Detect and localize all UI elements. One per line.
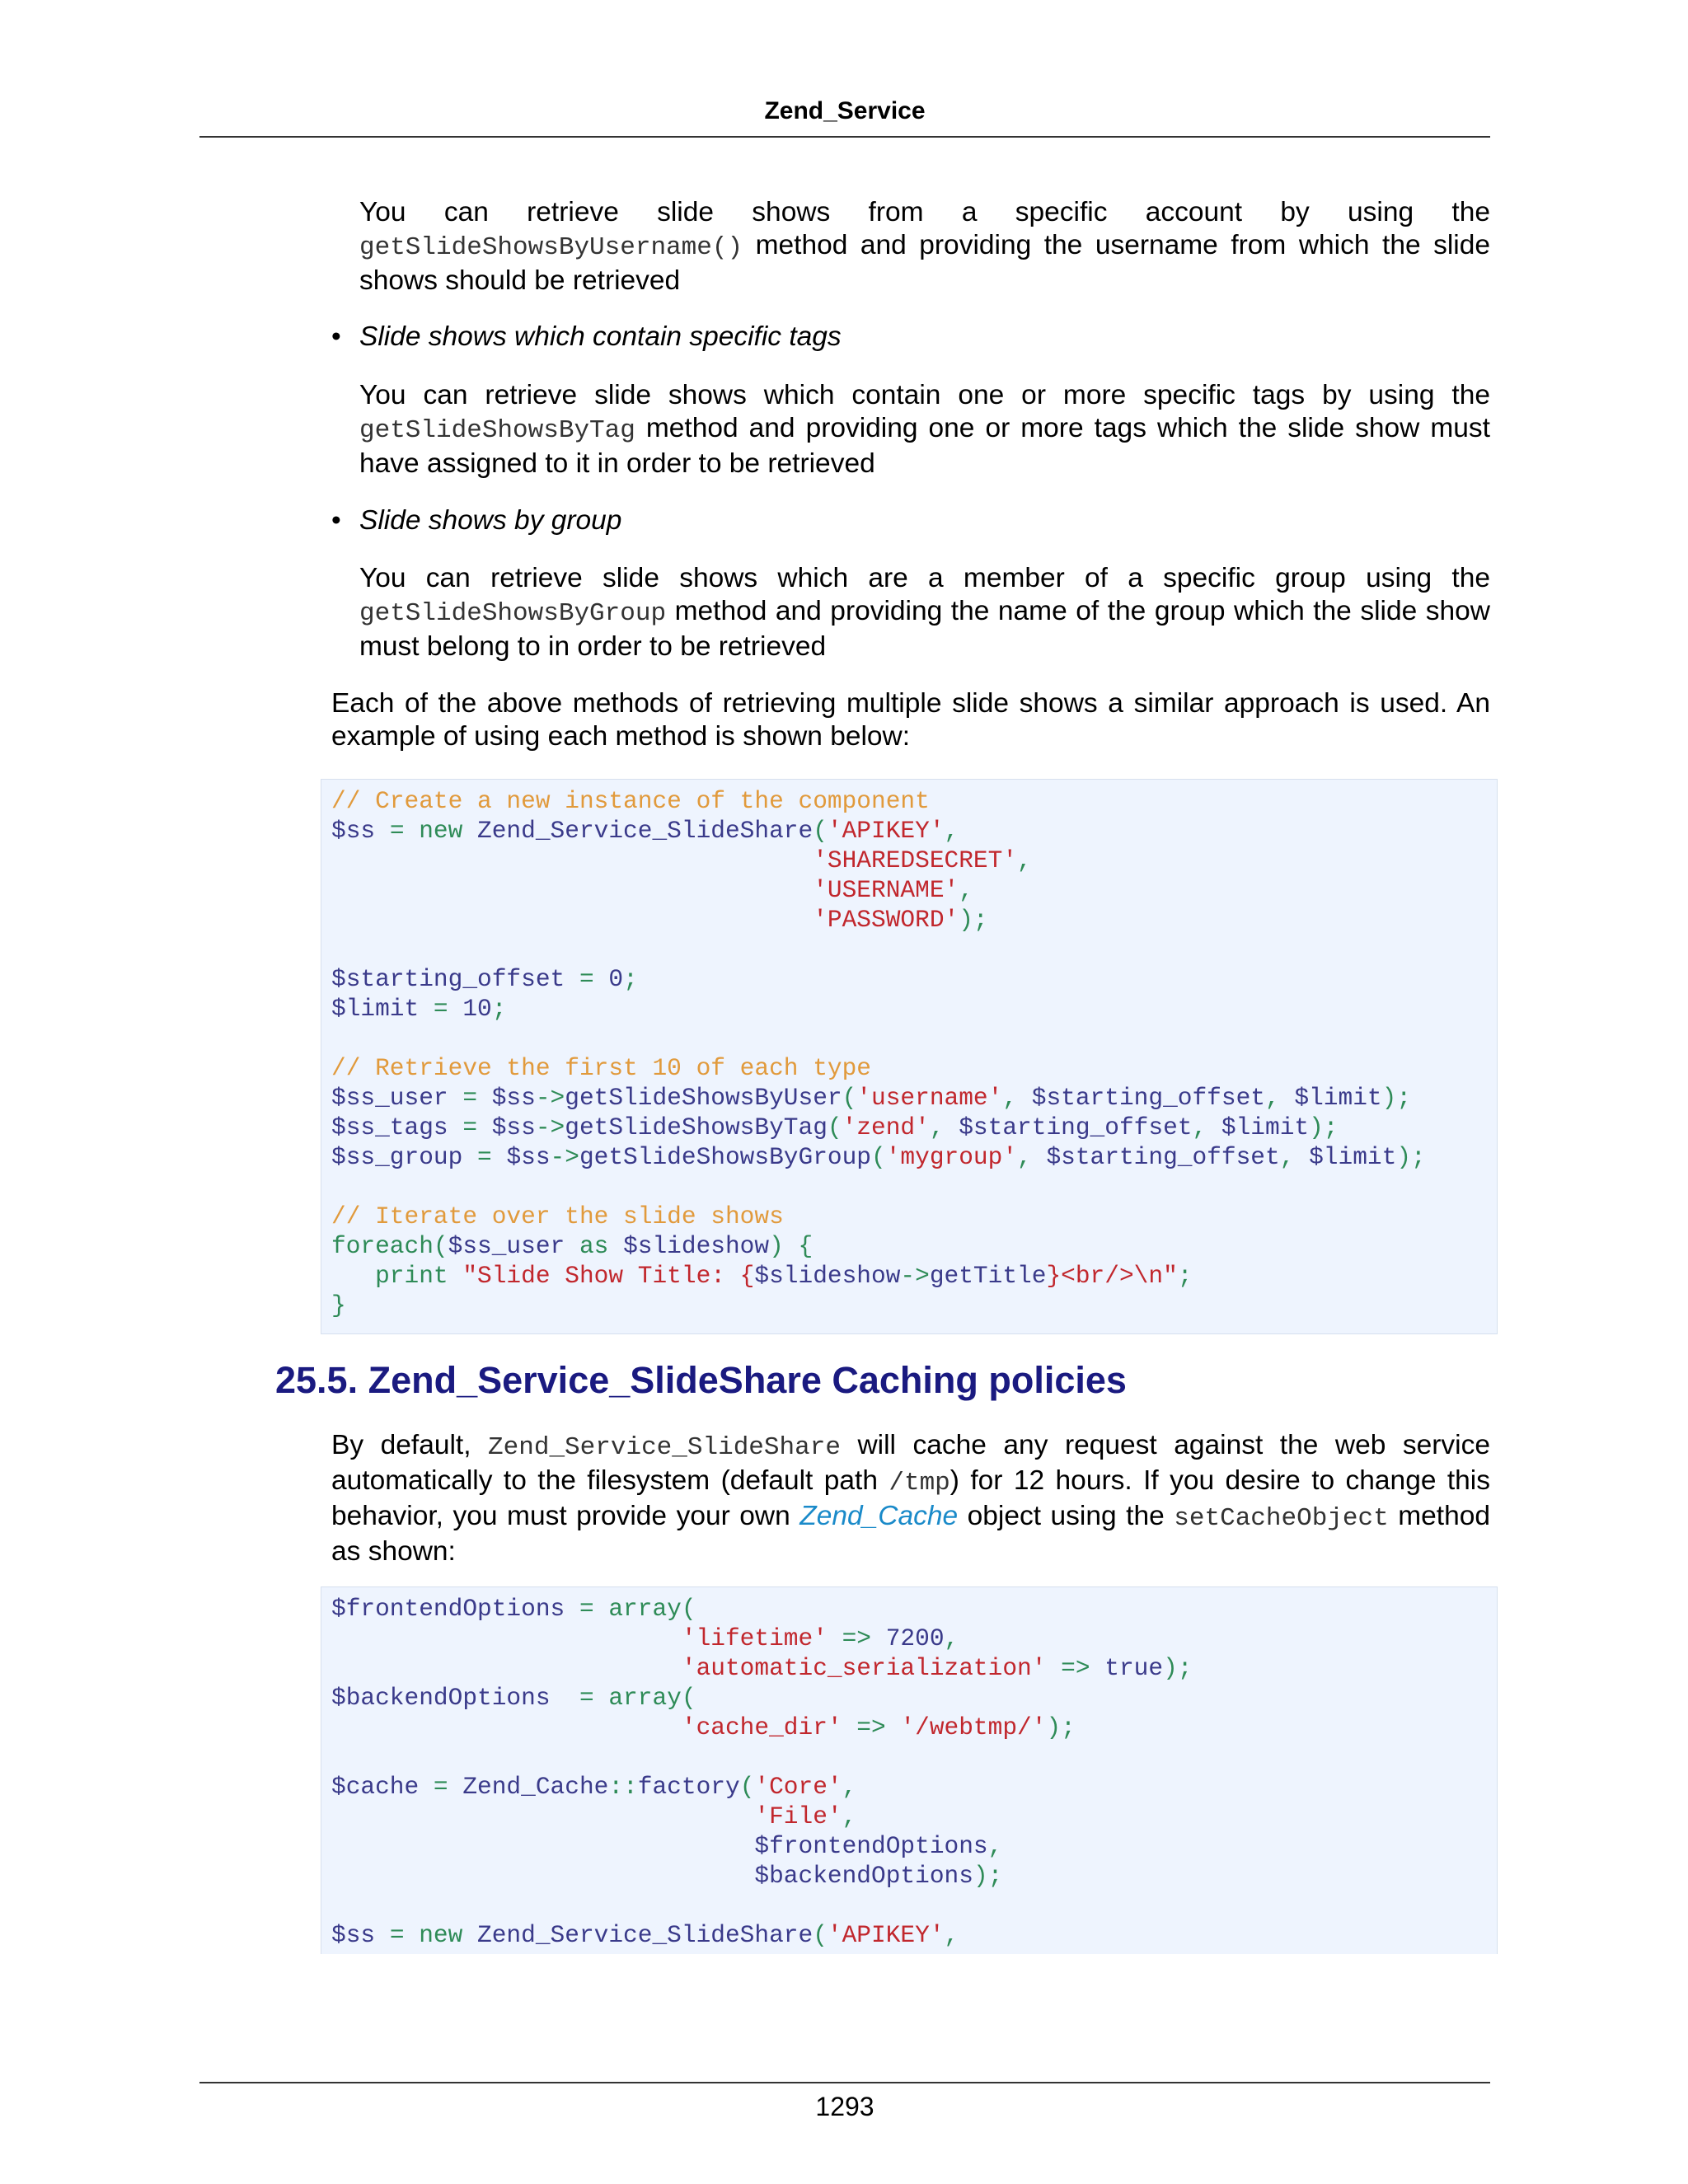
code-line: 'automatic_serialization' => true);	[681, 1654, 1193, 1682]
bullet-dot: •	[331, 505, 341, 536]
code-line: $frontendOptions = array(	[331, 1595, 696, 1623]
code-line: 'USERNAME',	[813, 876, 973, 904]
zend-cache-link[interactable]: Zend_Cache	[799, 1501, 959, 1531]
code-line: $frontendOptions,	[331, 1832, 1003, 1860]
code-line: 'PASSWORD');	[813, 906, 988, 934]
code-line: // Retrieve the first 10 of each type	[331, 1054, 872, 1082]
class-zend-service-slideshare: Zend_Service_SlideShare	[488, 1433, 841, 1462]
method-getslideshowsbyusername: getSlideShowsByUsername()	[359, 233, 743, 262]
method-getslideshowsbygroup: getSlideShowsByGroup	[359, 599, 667, 628]
code-line: $ss_tags = $ss->getSlideShowsByTag('zend', $starting_offset, $limit);	[331, 1113, 1339, 1141]
summary-paragraph: Each of the above methods of retrieving multiple slide shows a similar approach is used. An example of using each method is shown below:	[331, 688, 1490, 752]
code-line: $ss = new Zend_Service_SlideShare('APIKEY',	[331, 817, 959, 845]
code-line: }	[331, 1291, 346, 1319]
code-line: $backendOptions);	[331, 1862, 1003, 1890]
method-getslideshowsbytag: getSlideShowsByTag	[359, 416, 635, 445]
code-block-retrieve-slideshows	[321, 779, 1498, 1334]
code-block-caching	[321, 1586, 1498, 1954]
intro-paragraph	[359, 196, 1490, 298]
code-line: // Iterate over the slide shows	[331, 1202, 784, 1230]
code-line: print "Slide Show Title: {$slideshow->getTitle}<br/>\n";	[331, 1262, 1193, 1290]
intro-line-3: shows should be retrieved	[359, 265, 681, 296]
caching-paragraph: By default, Zend_Service_SlideShare will cache any request against the web service automatically to the filesystem (default path /tmp) for 12 hours. If you desire to change this behavior, you must provide your own Zend_Cache object using the setCacheObject method as shown:	[331, 1430, 1491, 1567]
header-rule	[199, 136, 1490, 138]
code-line: // Create a new instance of the component	[331, 787, 930, 815]
code-line: foreach($ss_user as $slideshow) {	[331, 1232, 814, 1260]
section-title: 25.5. Zend_Service_SlideShare Caching policies	[275, 1359, 1127, 1401]
bullet-dot: •	[331, 321, 341, 352]
path-tmp: /tmp	[889, 1469, 950, 1497]
code-line: 'File',	[754, 1802, 857, 1830]
code-line: 'cache_dir' => '/webtmp/');	[681, 1713, 1076, 1741]
method-setcacheobject: setCacheObject	[1174, 1504, 1389, 1533]
bullet-group-paragraph: You can retrieve slide shows which are a member of a specific group using the getSlideShowsByGroup method and providing the name of the group which the slide show must belong to in order to be retrieved	[359, 563, 1490, 662]
bullet-tags-paragraph: You can retrieve slide shows which contain one or more specific tags by using the getSlideShowsByTag method and providing one or more tags which the slide show must have assigned to it in order to be retrieved	[359, 380, 1490, 479]
code-line: $starting_offset = 0;	[331, 965, 638, 993]
code-line: $limit = 10;	[331, 995, 507, 1023]
footer-rule	[199, 2082, 1490, 2083]
bullet-tags-title: • Slide shows which contain specific tags	[331, 321, 842, 352]
code-line: $backendOptions = array(	[331, 1684, 696, 1712]
page-number: 1293	[815, 2092, 874, 2121]
code-line: $cache = Zend_Cache::factory('Core',	[331, 1773, 857, 1801]
code-line: 'SHAREDSECRET',	[813, 846, 1032, 874]
intro-line-1: You can retrieve slide shows from a specific account by using the	[359, 197, 1490, 227]
bullet-group-title: • Slide shows by group	[331, 505, 622, 536]
code-line: $ss_user = $ss->getSlideShowsByUser('username', $starting_offset, $limit);	[331, 1084, 1412, 1112]
running-header: Zend_Service	[764, 97, 926, 124]
code-line: $ss = new Zend_Service_SlideShare('APIKEY',	[331, 1921, 959, 1949]
intro-line-2: getSlideShowsByUsername() method and providing the username from which the slide	[359, 230, 1490, 262]
code-line: $ss_group = $ss->getSlideShowsByGroup('mygroup', $starting_offset, $limit);	[331, 1143, 1426, 1171]
code-line: 'lifetime' => 7200,	[681, 1624, 959, 1652]
